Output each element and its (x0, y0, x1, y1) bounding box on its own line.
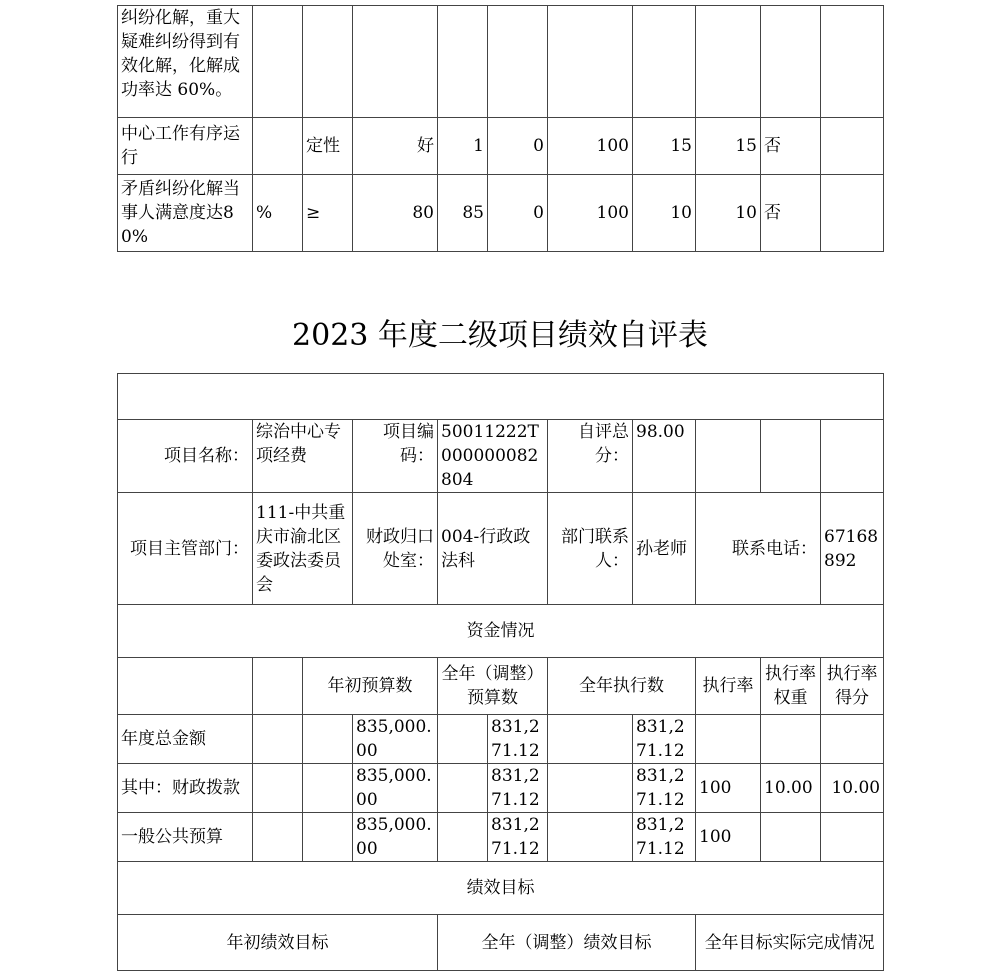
funds-row-budget: 835,000.00 (353, 764, 438, 813)
indicator-actual: 1 (438, 118, 488, 175)
funds-row-budget: 835,000.00 (353, 715, 438, 764)
indicator-flag: 否 (761, 175, 821, 252)
funds-row-rate (696, 715, 761, 764)
funds-row-executed: 831,271.12 (633, 813, 696, 862)
goals-header-actual: 全年目标实际完成情况 (696, 915, 884, 971)
funds-row-weight: 10.00 (761, 764, 821, 813)
indicator-unit: % (253, 175, 303, 252)
indicator-weight: 10 (633, 175, 696, 252)
department-label: 项目主管部门： (118, 493, 253, 605)
self-score-label: 自评总分： (548, 420, 633, 493)
funds-header-score: 执行率得分 (821, 658, 884, 715)
phone-value: 67168892 (821, 493, 884, 605)
phone-label: 联系电话： (696, 493, 821, 605)
funds-header-rate: 执行率 (696, 658, 761, 715)
goals-section-title: 绩效目标 (118, 862, 884, 915)
funds-row-score (821, 813, 884, 862)
funds-row-adjusted: 831,271.12 (488, 715, 548, 764)
funds-row-adjusted: 831,271.12 (488, 813, 548, 862)
goals-header-initial: 年初绩效目标 (118, 915, 438, 971)
funds-row-label: 一般公共预算 (118, 813, 253, 862)
indicator-completion: 100 (548, 175, 633, 252)
page-title: 2023 年度二级项目绩效自评表 (292, 318, 708, 353)
indicator-name: 纠纷化解，重大疑难纠纷得到有效化解，化解成功率达 60%。 (118, 6, 253, 118)
indicator-flag: 否 (761, 118, 821, 175)
funds-row-rate: 100 (696, 813, 761, 862)
funds-row-label: 其中：财政拨款 (118, 764, 253, 813)
funds-row-executed: 831,271.12 (633, 715, 696, 764)
contact-value: 孙老师 (633, 493, 696, 605)
goals-header-adjusted: 全年（调整）绩效目标 (438, 915, 696, 971)
funds-row-executed: 831,271.12 (633, 764, 696, 813)
indicator-deviation: 0 (488, 175, 548, 252)
funds-header-adjusted: 全年（调整）预算数 (438, 658, 548, 715)
funds-header-weight: 执行率权重 (761, 658, 821, 715)
blank-header-row (118, 374, 884, 420)
funds-header-budget: 年初预算数 (303, 658, 438, 715)
self-score-value: 98.00 (633, 420, 696, 493)
indicator-unit (253, 118, 303, 175)
funds-section-title: 资金情况 (118, 605, 884, 658)
project-name-value: 综治中心专项经费 (253, 420, 353, 493)
funds-row-rate: 100 (696, 764, 761, 813)
funds-row-score (821, 715, 884, 764)
funds-header-executed: 全年执行数 (548, 658, 696, 715)
indicator-score: 15 (696, 118, 761, 175)
indicator-target: 好 (353, 118, 438, 175)
contact-label: 部门联系人： (548, 493, 633, 605)
funds-row-score: 10.00 (821, 764, 884, 813)
indicator-operator: ≥ (303, 175, 353, 252)
funds-row-label: 年度总金额 (118, 715, 253, 764)
project-code-value: 50011222T000000082804 (438, 420, 548, 493)
finance-office-value: 004-行政政法科 (438, 493, 548, 605)
indicator-name: 矛盾纠纷化解当事人满意度达80% (118, 175, 253, 252)
finance-office-label: 财政归口处室： (353, 493, 438, 605)
indicator-name: 中心工作有序运行 (118, 118, 253, 175)
indicator-deviation: 0 (488, 118, 548, 175)
project-code-label: 项目编码： (353, 420, 438, 493)
project-name-label: 项目名称： (118, 420, 253, 493)
self-evaluation-table (117, 373, 884, 971)
indicator-completion: 100 (548, 118, 633, 175)
funds-row-weight (761, 813, 821, 862)
funds-row-adjusted: 831,271.12 (488, 764, 548, 813)
funds-row-budget: 835,000.00 (353, 813, 438, 862)
indicator-weight: 15 (633, 118, 696, 175)
department-value: 111-中共重庆市渝北区委政法委员会 (253, 493, 353, 605)
indicator-actual: 85 (438, 175, 488, 252)
indicator-operator: 定性 (303, 118, 353, 175)
indicator-target: 80 (353, 175, 438, 252)
indicator-table-continued (117, 5, 884, 252)
indicator-score: 10 (696, 175, 761, 252)
funds-row-weight (761, 715, 821, 764)
